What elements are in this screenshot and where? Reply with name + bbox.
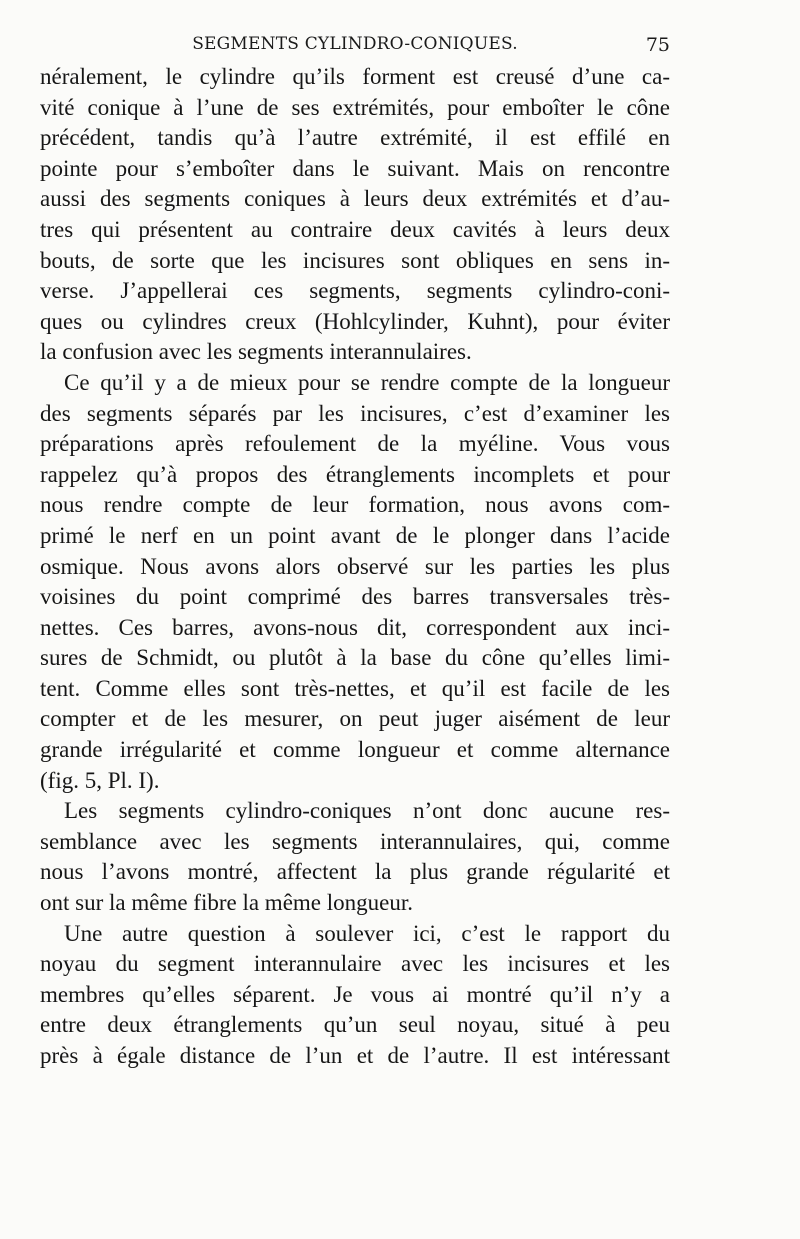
text-line: rappelez qu’à propos des étranglements incomplets et pour [40,461,670,487]
text-line: Ce qu’il y a de mieux pour se rendre compte de la longueur [64,369,670,395]
text-line: des segments séparés par les incisures, c’est d’examiner les [40,400,670,426]
text-line: préparations après refoulement de la myéline. Vous vous [40,431,670,457]
text-line: (fig. 5, Pl. I). [40,767,160,793]
text-line: tent. Comme elles sont très-nettes, et qu’il est facile de les [40,675,670,701]
text-line: sures de Schmidt, ou plutôt à la base du cône qu’elles limi- [40,645,670,671]
text-line: osmique. Nous avons alors observé sur les parties les plus [40,553,670,579]
text-line: entre deux étranglements qu’un seul noyau, situé à peu [40,1012,670,1038]
text-line: tres qui présentent au contraire deux cavités à leurs deux [40,216,670,242]
text-line: voisines du point comprimé des barres transversales très- [40,584,670,610]
page-header [40,28,670,62]
text-line: vité conique à l’une de ses extrémités, pour emboîter le cône [40,94,670,120]
text-line: membres qu’elles séparent. Je vous ai montré qu’il n’y a [40,981,670,1007]
text-line: nous rendre compte de leur formation, nous avons com- [40,492,670,518]
text-line: verse. J’appellerai ces segments, segments cylindro-coni- [40,278,670,304]
text-line: Les segments cylindro-coniques n’ont donc aucune res- [64,798,670,824]
text-line: grande irrégularité et comme longueur et comme alternance [40,737,670,763]
text-line: pointe pour s’emboîter dans le suivant. Mais on rencontre [40,155,670,181]
running-head: SEGMENTS CYLINDRO-CONIQUES. [192,34,518,54]
text-line: ont sur la même fibre la même longueur. [40,890,413,916]
text-line: nettes. Ces barres, avons-nous dit, correspondent aux inci- [40,614,670,640]
text-line: près à égale distance de l’un et de l’autre. Il est intéressant [40,1043,670,1068]
page-number: 75 [645,34,670,56]
text-line: néralement, le cylindre qu’ils forment est creusé d’une ca- [40,64,670,89]
text-line: aussi des segments coniques à leurs deux extrémités et d’au- [40,186,670,212]
text-line: compter et de les mesurer, on peut juger aisément de leur [40,706,670,732]
text-line: noyau du segment interannulaire avec les incisures et les [40,951,670,977]
text-line: bouts, de sorte que les incisures sont obliques en sens in- [40,247,670,273]
text-line: ques ou cylindres creux (Hohlcylinder, Kuhnt), pour éviter [40,308,670,334]
text-line: primé le nerf en un point avant de le plonger dans l’acide [40,522,670,548]
body-text [40,62,670,1072]
text-line: nous l’avons montré, affectent la plus grande régularité et [40,859,670,885]
text-line: Une autre question à soulever ici, c’est le rapport du [64,920,670,946]
text-line: la confusion avec les segments interannulaires. [40,339,472,365]
text-line: semblance avec les segments interannulaires, qui, comme [40,828,670,854]
text-line: précédent, tandis qu’à l’autre extrémité, il est effilé en [40,125,670,151]
